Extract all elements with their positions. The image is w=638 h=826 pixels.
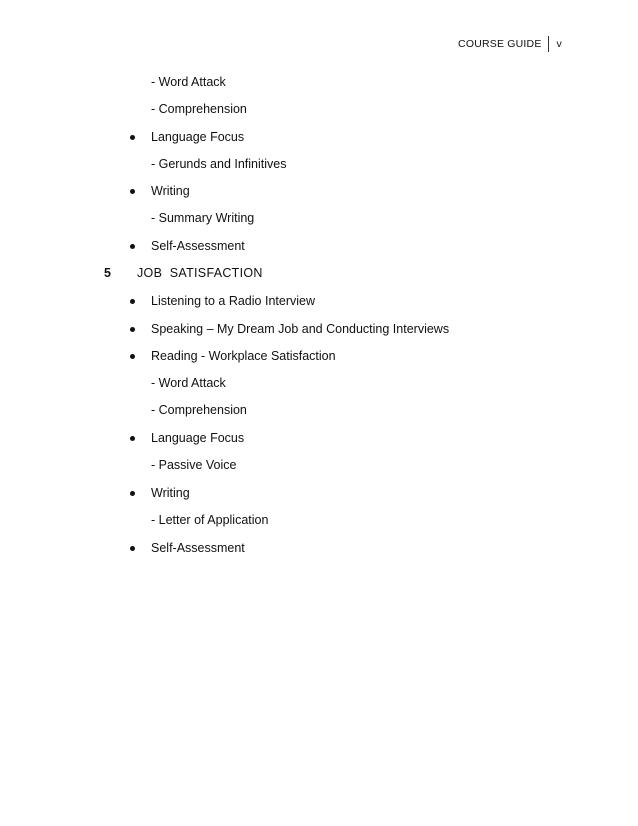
page-header — [458, 36, 562, 52]
list-item: - Comprehension — [151, 403, 247, 417]
list-item: Speaking – My Dream Job and Conducting Interviews — [151, 322, 450, 336]
bullet-icon — [130, 135, 135, 140]
list-item: Language Focus — [151, 130, 245, 144]
bullet-icon — [130, 354, 135, 359]
list-item: Self-Assessment — [151, 239, 245, 253]
list-item: Listening to a Radio Interview — [151, 294, 315, 308]
list-item: Writing — [151, 486, 190, 500]
list-item: Self-Assessment — [151, 541, 245, 555]
section-title: JOB SATISFACTION — [137, 266, 263, 280]
bullet-icon — [130, 244, 135, 249]
header-page-number: v — [556, 38, 562, 50]
list-item: Language Focus — [151, 431, 245, 445]
bullet-icon — [130, 436, 135, 441]
header-title: COURSE GUIDE — [458, 38, 542, 50]
bullet-icon — [130, 491, 135, 496]
list-item: - Gerunds and Infinitives — [151, 157, 287, 171]
list-item: - Comprehension — [151, 102, 247, 116]
list-item: - Word Attack — [151, 376, 226, 390]
bullet-icon — [130, 546, 135, 551]
section-number: 5 — [104, 266, 111, 280]
list-item: Writing — [151, 184, 190, 198]
list-item: Reading - Workplace Satisfaction — [151, 349, 336, 363]
bullet-icon — [130, 327, 135, 332]
list-item: - Summary Writing — [151, 211, 255, 225]
list-item: - Letter of Application — [151, 513, 269, 527]
bullet-icon — [130, 189, 135, 194]
bullet-icon — [130, 299, 135, 304]
list-item: - Word Attack — [151, 75, 226, 89]
list-item: - Passive Voice — [151, 458, 237, 472]
header-divider — [548, 36, 549, 52]
